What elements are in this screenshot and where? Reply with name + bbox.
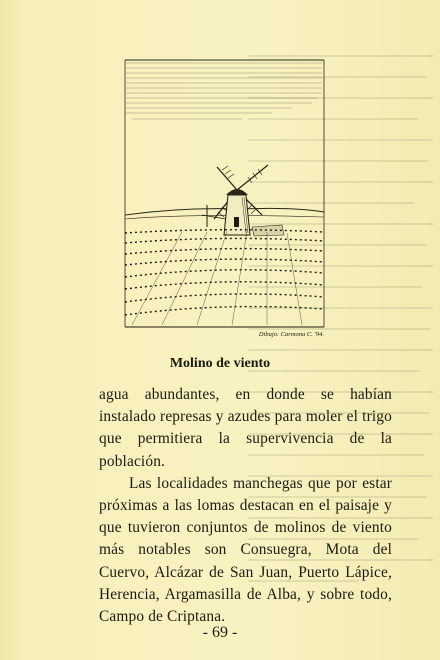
page-number: - 69 - [202, 624, 238, 641]
paragraph-1: agua abundantes, en donde se habían instalado represas y azudes para moler el trigo que permitiera la supervivencia de la población. [99, 386, 392, 470]
figure-caption: Molino de viento [169, 356, 271, 371]
paragraph-2: Las localidades manchegas que por estar próximas a las lomas destacan en el paisaje y que tuvieron conjuntos de molinos de viento más notables son Consuegra, Mota del Cuervo, Alcázar de San Juan, Puerto Lápice, Herencia, Argamasilla de Alba, y sobre todo, Campo de Criptana. [99, 474, 392, 626]
illustration-signature: Dibujo: Carmona C. '94. [258, 331, 324, 338]
windmill-illustration [122, 57, 328, 339]
body-text [99, 384, 392, 628]
